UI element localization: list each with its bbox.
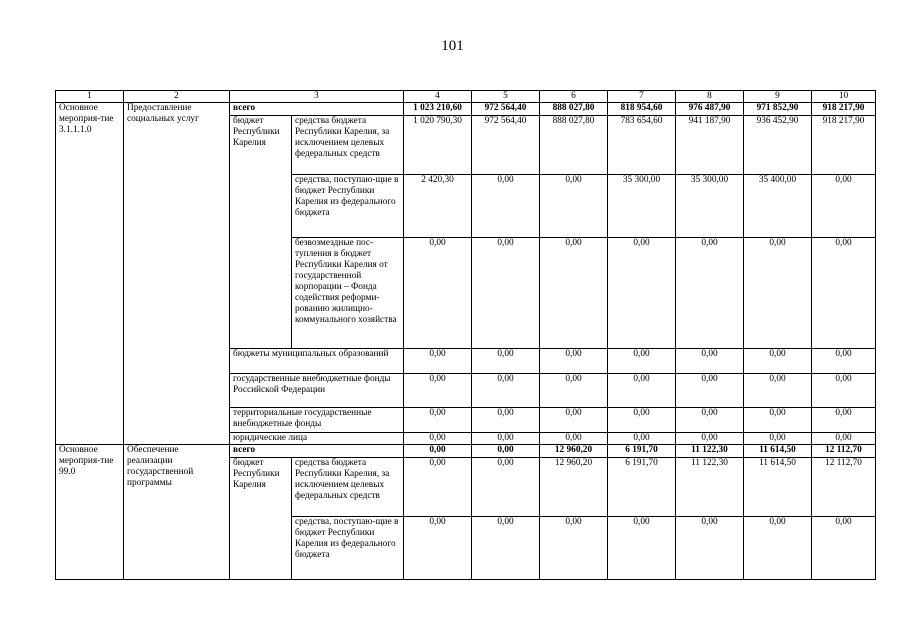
measure-code-cell: Основное мероприя-тие 3.1.1.1.0 (56, 103, 124, 445)
header-cell: 6 (540, 91, 608, 103)
value-cell: 1 023 210,60 (404, 103, 472, 116)
value-cell: 1 020 790,30 (404, 116, 472, 175)
budget-source-cell: бюджет Республики Карелия (230, 458, 292, 580)
value-cell: 0,00 (812, 433, 876, 445)
value-cell: 0,00 (608, 349, 676, 374)
source-label: средства, поступаю-щие в бюджет Республики Карелия из федерального бюджета (292, 517, 404, 580)
header-cell: 3 (230, 91, 404, 103)
value-cell: 0,00 (608, 433, 676, 445)
value-cell: 0,00 (676, 349, 744, 374)
value-cell: 0,00 (608, 517, 676, 580)
value-cell: 0,00 (744, 408, 812, 433)
value-cell: 0,00 (676, 374, 744, 408)
value-cell: 0,00 (404, 433, 472, 445)
value-cell: 12 112,70 (812, 458, 876, 517)
value-cell: 0,00 (404, 445, 472, 458)
header-cell: 4 (404, 91, 472, 103)
value-cell: 783 654,60 (608, 116, 676, 175)
source-label: средства бюджета Республики Карелия, за исключением целевых федеральных средств (292, 458, 404, 517)
value-cell: 6 191,70 (608, 458, 676, 517)
value-cell: 0,00 (744, 517, 812, 580)
value-cell: 0,00 (540, 175, 608, 238)
source-label: средства, поступаю-щие в бюджет Республики Карелия из федерального бюджета (292, 175, 404, 238)
measure-name-cell: Предоставление социальных услуг (124, 103, 230, 445)
value-cell: 972 564,40 (472, 103, 540, 116)
header-cell: 1 (56, 91, 124, 103)
value-cell: 0,00 (404, 408, 472, 433)
value-cell: 0,00 (540, 408, 608, 433)
value-cell: 0,00 (812, 517, 876, 580)
measure-name-cell: Обеспечение реализации государственной программы (124, 445, 230, 580)
value-cell: 0,00 (540, 374, 608, 408)
header-cell: 8 (676, 91, 744, 103)
value-cell: 918 217,90 (812, 116, 876, 175)
header-cell: 9 (744, 91, 812, 103)
page-number: 101 (441, 38, 464, 54)
value-cell: 0,00 (472, 517, 540, 580)
value-cell: 0,00 (812, 374, 876, 408)
value-cell: 0,00 (472, 445, 540, 458)
value-cell: 0,00 (472, 458, 540, 517)
value-cell: 0,00 (540, 517, 608, 580)
value-cell: 888 027,80 (540, 103, 608, 116)
source-label: средства бюджета Республики Карелия, за исключением целевых федеральных средств (292, 116, 404, 175)
value-cell: 35 300,00 (676, 175, 744, 238)
value-cell: 0,00 (744, 433, 812, 445)
value-cell: 972 564,40 (472, 116, 540, 175)
value-cell: 0,00 (608, 408, 676, 433)
funding-table (55, 90, 876, 580)
table-row (56, 103, 876, 116)
value-cell: 0,00 (744, 374, 812, 408)
value-cell: 0,00 (676, 238, 744, 349)
value-cell: 0,00 (812, 408, 876, 433)
value-cell: 11 614,50 (744, 458, 812, 517)
budget-source-cell: бюджет Республики Карелия (230, 116, 292, 349)
value-cell: 0,00 (404, 517, 472, 580)
header-cell: 5 (472, 91, 540, 103)
value-cell: 35 400,00 (744, 175, 812, 238)
value-cell: 0,00 (404, 458, 472, 517)
value-cell: 0,00 (608, 374, 676, 408)
source-label: бюджеты муниципальных образований (230, 349, 404, 374)
value-cell: 0,00 (540, 349, 608, 374)
value-cell: 0,00 (744, 349, 812, 374)
value-cell: 971 852,90 (744, 103, 812, 116)
value-cell: 0,00 (676, 433, 744, 445)
value-cell: 0,00 (676, 408, 744, 433)
value-cell: 2 420,30 (404, 175, 472, 238)
value-cell: 888 027,80 (540, 116, 608, 175)
value-cell: 0,00 (812, 349, 876, 374)
header-cell: 2 (124, 91, 230, 103)
value-cell: 0,00 (404, 374, 472, 408)
value-cell: 0,00 (404, 238, 472, 349)
value-cell: 0,00 (812, 175, 876, 238)
total-label: всего (230, 103, 404, 116)
table-row (56, 445, 876, 458)
value-cell: 0,00 (404, 349, 472, 374)
value-cell: 0,00 (540, 433, 608, 445)
value-cell: 11 122,30 (676, 458, 744, 517)
value-cell: 12 960,20 (540, 445, 608, 458)
value-cell: 6 191,70 (608, 445, 676, 458)
header-row (56, 91, 876, 103)
value-cell: 941 187,90 (676, 116, 744, 175)
value-cell: 11 614,50 (744, 445, 812, 458)
source-label: безвозмездные пос-тупления в бюджет Республики Карелия от государственной корпорации – Фонда содействия реформи-рованию жилищно-коммунального хозяйства (292, 238, 404, 349)
value-cell: 818 954,60 (608, 103, 676, 116)
source-label: юридические лица (230, 433, 404, 445)
value-cell: 35 300,00 (608, 175, 676, 238)
value-cell: 0,00 (608, 238, 676, 349)
value-cell: 11 122,30 (676, 445, 744, 458)
total-label: всего (230, 445, 404, 458)
measure-code-cell: Основное мероприя-тие 99.0 (56, 445, 124, 580)
value-cell: 0,00 (676, 517, 744, 580)
value-cell: 0,00 (472, 374, 540, 408)
source-label: территориальные государственные внебюджетные фонды (230, 408, 404, 433)
value-cell: 0,00 (472, 238, 540, 349)
value-cell: 12 960,20 (540, 458, 608, 517)
value-cell: 0,00 (540, 238, 608, 349)
value-cell: 936 452,90 (744, 116, 812, 175)
value-cell: 976 487,90 (676, 103, 744, 116)
value-cell: 0,00 (744, 238, 812, 349)
header-cell: 7 (608, 91, 676, 103)
value-cell: 12 112,70 (812, 445, 876, 458)
value-cell: 918 217,90 (812, 103, 876, 116)
value-cell: 0,00 (472, 408, 540, 433)
source-label: государственные внебюджетные фонды Российской Федерации (230, 374, 404, 408)
header-cell: 10 (812, 91, 876, 103)
value-cell: 0,00 (472, 433, 540, 445)
value-cell: 0,00 (472, 349, 540, 374)
value-cell: 0,00 (812, 238, 876, 349)
value-cell: 0,00 (472, 175, 540, 238)
